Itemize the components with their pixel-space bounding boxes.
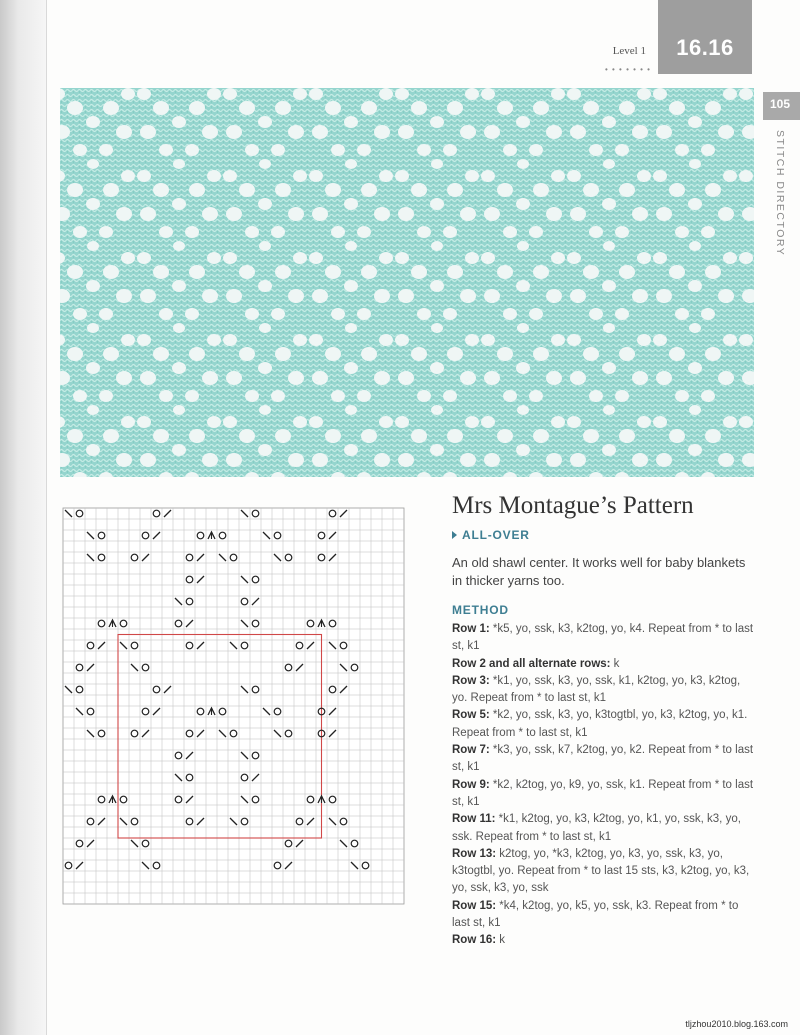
stitch-number: 16.16: [676, 35, 734, 60]
row-instruction: [452, 777, 754, 812]
row-text: k2tog, yo, *k3, k2tog, yo, k3, yo, ssk, k3, yo, k3togtbl, yo. Repeat from * to last 15 sts, k3, k2tog, yo, k3, yo, ssk, k3, yo, ssk: [452, 847, 750, 895]
row-instruction: [452, 932, 754, 949]
pattern-intro: An old shawl center. It works well for baby blankets in thicker yarns too.: [452, 555, 746, 588]
triangle-icon: [452, 531, 457, 539]
row-label: Row 5:: [452, 709, 490, 722]
level-label: Level 1: [612, 45, 646, 57]
row-text: *k1, k2tog, yo, k3, k2tog, yo, k1, yo, ssk, k3, yo, ssk. Repeat from * to last st, k1: [452, 813, 741, 843]
row-text: *k4, k2tog, yo, k5, yo, ssk, k3. Repeat from * to last st, k1: [452, 899, 739, 930]
row-text: *k2, yo, ssk, k3, yo, k3togtbl, yo, k3, k2tog, yo, k1. Repeat from * to last st, k1: [452, 709, 748, 739]
pattern-title: Mrs Montague’s Pattern: [452, 492, 694, 519]
row-instruction: [452, 656, 754, 673]
category-label: ALL-OVER: [462, 528, 530, 542]
row-instruction: [452, 621, 754, 656]
book-gutter: [0, 0, 46, 1035]
row-text: k: [610, 657, 620, 670]
row-instruction: [452, 707, 754, 742]
row-text: *k1, yo, ssk, k3, yo, ssk, k1, k2tog, yo, k3, k2tog, yo. Repeat from * to last st, k1: [452, 674, 741, 705]
row-instruction: [452, 742, 754, 777]
row-text: *k5, yo, ssk, k3, k2tog, yo, k4. Repeat from * to last st, k1: [452, 623, 754, 653]
stitch-number-tab: [658, 0, 752, 74]
row-text: *k2, k2tog, yo, k9, yo, ssk, k1. Repeat from * to last st, k1: [452, 778, 754, 808]
swatch-photo-image: [60, 88, 754, 477]
row-label: Row 16:: [452, 934, 497, 947]
row-label: Row 2 and all alternate rows:: [452, 657, 611, 670]
method-rows: [452, 621, 754, 950]
category-tag: [452, 528, 530, 542]
watermark: tljzhou2010.blog.163.com: [685, 1019, 788, 1029]
page-number: 105: [770, 97, 791, 111]
row-label: Row 15:: [452, 899, 497, 912]
method-heading: METHOD: [452, 603, 509, 617]
row-label: Row 3:: [452, 674, 490, 687]
row-instruction: [452, 898, 754, 933]
page-number-tab: [763, 92, 800, 120]
level-dots: • • • • • • •: [605, 65, 651, 74]
row-label: Row 11:: [452, 813, 496, 826]
row-text: k: [496, 934, 506, 947]
row-instruction: [452, 846, 754, 898]
gutter-edge: [46, 0, 47, 1035]
row-label: Row 7:: [452, 744, 490, 757]
row-instruction: [452, 673, 754, 708]
row-instruction: [452, 811, 754, 846]
section-label: STITCH DIRECTORY: [774, 130, 786, 257]
swatch-photo: [60, 88, 754, 477]
row-label: Row 1:: [452, 623, 490, 635]
row-label: Row 13:: [452, 847, 497, 860]
row-text: *k3, yo, ssk, k7, k2tog, yo, k2. Repeat from * to last st, k1: [452, 744, 754, 774]
level-indicator: [600, 45, 660, 74]
row-label: Row 9:: [452, 778, 490, 791]
knitting-chart: [61, 505, 411, 945]
chart-grid: [61, 505, 411, 945]
